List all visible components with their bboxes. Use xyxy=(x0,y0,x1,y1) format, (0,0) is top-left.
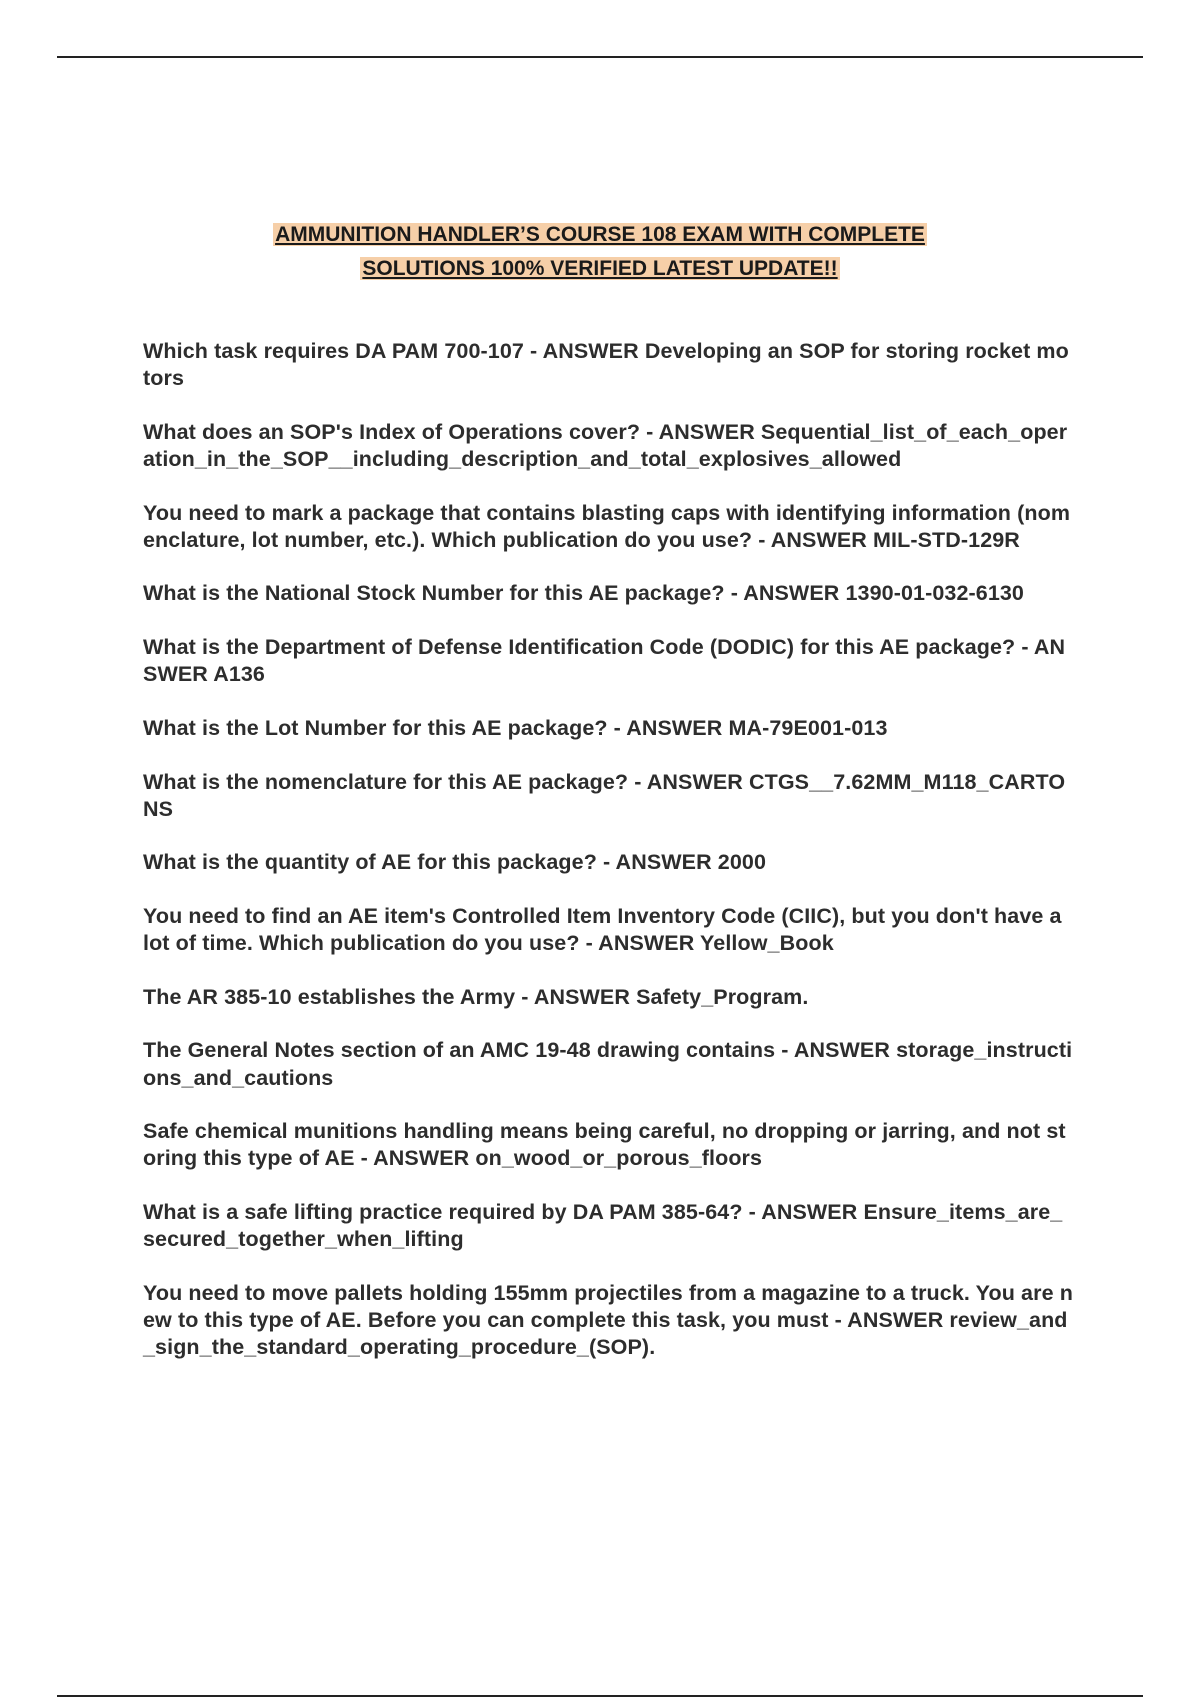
answer-text: MA-79E001-013 xyxy=(728,715,888,740)
answer-separator: - ANSWER xyxy=(742,1200,864,1224)
question-text: What is the National Stock Number for this AE package? xyxy=(143,581,725,606)
answer-separator: - ANSWER xyxy=(143,635,1066,687)
question-text: You need to mark a package that contains blasting caps with identifying information (nomenclature, lot number, etc.). Which publication do you use? xyxy=(143,500,1071,552)
answer-separator: - ANSWER xyxy=(596,850,718,875)
answer-text: MIL-STD-129R xyxy=(873,527,1020,552)
answer-separator: - ANSWER xyxy=(523,339,645,363)
question-text: What is a safe lifting practice required by DA PAM 385-64? xyxy=(143,1200,743,1224)
question-text: What does an SOP's Index of Operations cover? xyxy=(143,419,641,444)
answer-text: Safety_Program. xyxy=(636,984,809,1009)
question-text: You need to find an AE item's Controlled Item Inventory Code (CIIC), but you don't have a lot of time. Which publication do you use? xyxy=(143,903,1062,956)
qa-item xyxy=(143,634,1073,688)
answer-separator: - ANSWER xyxy=(354,1146,476,1171)
bottom-rule xyxy=(57,1695,1143,1697)
answer-separator: - ANSWER xyxy=(775,1038,897,1063)
qa-item xyxy=(143,903,1073,957)
question-text: What is the Department of Defense Identification Code (DODIC) for this AE package? xyxy=(143,635,1016,660)
qa-item xyxy=(143,769,1073,823)
answer-text: review_and_sign_the_standard_operating_procedure_(SOP). xyxy=(143,1307,1068,1359)
answer-separator: - ANSWER xyxy=(579,931,701,956)
question-text: What is the nomenclature for this AE package? xyxy=(143,769,629,794)
answer-separator: - ANSWER xyxy=(724,581,846,606)
answer-text: Ensure_items_are_secured_together_when_lifting xyxy=(143,1200,1063,1252)
answer-separator: - ANSWER xyxy=(628,769,749,794)
answer-text: on_wood_or_porous_floors xyxy=(475,1146,763,1171)
qa-item xyxy=(143,580,1073,607)
question-text: Safe chemical munitions handling means being careful, no dropping or jarring, and not storing this type of AE xyxy=(143,1119,1066,1171)
document-title xyxy=(100,218,1100,286)
question-text: The AR 385-10 establishes the Army xyxy=(143,984,516,1009)
qa-item xyxy=(143,419,1073,473)
answer-separator: - ANSWER xyxy=(640,419,761,444)
qa-item xyxy=(143,500,1073,554)
qa-item xyxy=(143,1280,1073,1361)
answer-separator: - ANSWER xyxy=(515,984,637,1009)
answer-separator: - ANSWER xyxy=(607,715,729,740)
qa-item xyxy=(143,715,1073,742)
answer-text: 1390-01-032-6130 xyxy=(845,581,1024,606)
answer-text: 2000 xyxy=(717,850,767,875)
qa-item xyxy=(143,849,1073,876)
answer-text: Developing an SOP for storing rocket motors xyxy=(143,339,1069,391)
qa-list xyxy=(143,338,1073,1388)
answer-text: CTGS__7.62MM_M118_CARTONS xyxy=(143,769,1066,821)
question-text: What is the Lot Number for this AE package? xyxy=(143,715,608,740)
qa-item xyxy=(143,1037,1073,1091)
answer-separator: - ANSWER xyxy=(828,1307,950,1332)
answer-text: Yellow_Book xyxy=(700,931,834,956)
question-text: You need to move pallets holding 155mm projectiles from a magazine to a truck. You are new to this type of AE. Before you can complete this task, you must xyxy=(143,1280,1073,1332)
top-rule xyxy=(57,56,1143,58)
question-text: The General Notes section of an AMC 19-48 drawing contains xyxy=(143,1038,776,1063)
qa-item xyxy=(143,1199,1073,1253)
question-text: Which task requires DA PAM 700-107 xyxy=(143,339,524,363)
answer-text: Sequential_list_of_each_operation_in_the_SOP__including_description_and_total_explosives_allowed xyxy=(143,419,1068,471)
answer-text: A136 xyxy=(213,662,265,687)
answer-text: storage_instructions_and_cautions xyxy=(143,1038,1073,1090)
title-line-2: SOLUTIONS 100% VERIFIED LATEST UPDATE!! xyxy=(362,257,838,280)
answer-separator: - ANSWER xyxy=(752,527,873,552)
question-text: What is the quantity of AE for this package? xyxy=(143,850,597,875)
qa-item xyxy=(143,1118,1073,1172)
title-line-1: AMMUNITION HANDLER’S COURSE 108 EXAM WITH COMPLETE xyxy=(275,223,925,246)
qa-item xyxy=(143,338,1073,392)
qa-item xyxy=(143,984,1073,1011)
